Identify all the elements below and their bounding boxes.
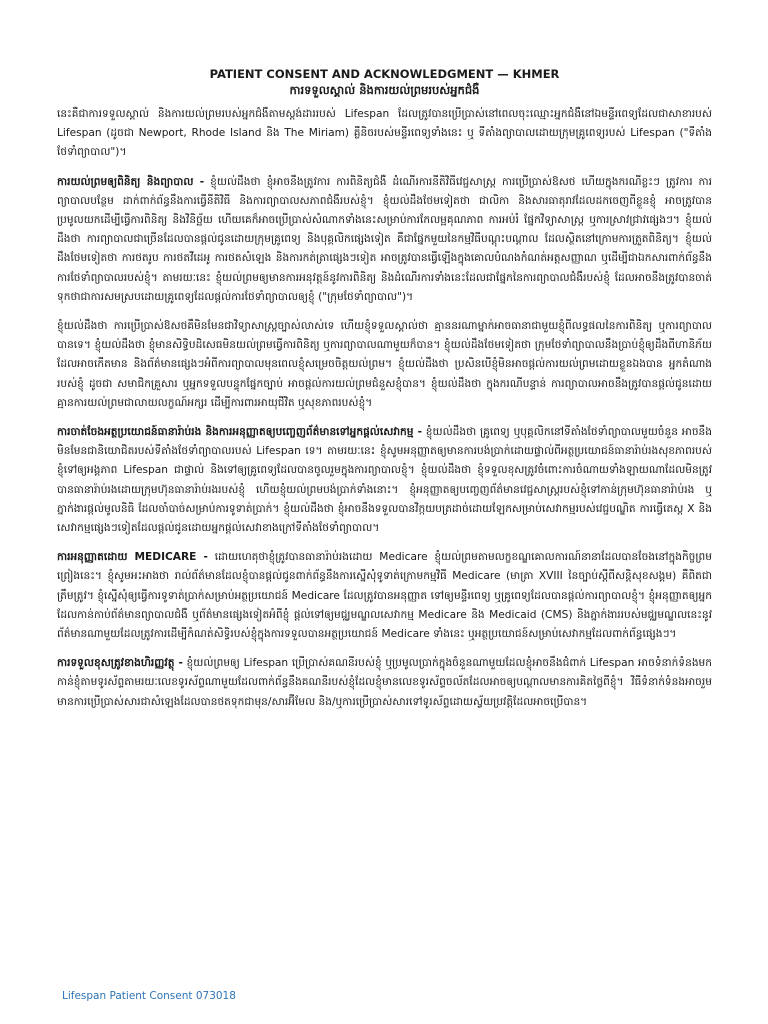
paragraph-text: នេះគឺជាការទទួលស្គាល់ និងការយល់ព្រមរបស់អ្នកជំងឺតាមស្តង់ដាររបស់ Lifespan ដែលត្រូវបានប្រើប្រាស់នៅពេលចុះឈ្មោះអ្នកជំងឺនៅឯមន្ទីរពេទ្យដែលជាសាខារបស់ Lifespan (ដូចជា Newport, Rhode Island និង The Miriam) គ្លីនិចរបស់មន្ទីរពេទ្យទាំងនេះ ឬ ទីតាំងព្យាបាលដោយក្រុមគ្រូពេទ្យរបស់ Lifespan ("ទីតាំងថែទាំព្យាបាល")។ xyxy=(57,108,712,159)
intro-paragraph xyxy=(57,105,712,163)
paragraph-text: ខ្ញុំយល់ដឹងថា គ្រូពេទ្យ ឬបុគ្គលិកនៅទីតាំងថែទាំព្យាបាលមួយចំនួន អាចនឹងមិនមែនជានិយោជិតរបស់ទីតាំងថែទាំព្យាបាលរបស់ Lifespan ទេ។ តាមរយៈនេះ ខ្ញុំសូមអនុញ្ញាតឲ្យមានការបង់ប្រាក់ដោយផ្ទាល់ពីអត្ថប្រយោជន៍ធានារ៉ាប់រងសុខភាពរបស់ខ្ញុំទៅឲ្យអង្គភាព Lifespan ជាផ្ទាល់ និងទៅឲ្យគ្រូពេទ្យដែលបានចូលរួមក្នុងការព្យាបាលខ្ញុំ។ ខ្ញុំយល់ដឹងថា ខ្ញុំទទួលខុសត្រូវចំពោះការចំណាយទាំងឡាយណាដែលមិនត្រូវបានធានារ៉ាប់រងដោយក្រុមហ៊ុនធានារ៉ាប់រងរបស់ខ្ញុំ ហើយខ្ញុំយល់ព្រមបង់ប្រាក់ទាំងនោះ។ ខ្ញុំអនុញ្ញាតឲ្យបញ្ចេញព័ត៌មានវេជ្ជសាស្ត្ររបស់ខ្ញុំទៅកាន់ក្រុមហ៊ុនធានារ៉ាប់រង ឬភ្នាក់ងារផ្ដល់មូលនិធិ ដែលចាំបាច់សម្រាប់ការទូទាត់ប្រាក់។ ខ្ញុំយល់ដឹងថា ខ្ញុំអាចនឹងទទួលបានវិក្កយបត្រដាច់ដោយឡែកសម្រាប់សេវាកម្មរបស់វេជ្ជបណ្ឌិត ការធ្វើតេស្ត X និងសេវាកម្មផ្សេងៗទៀតដែលផ្ដល់ជូនដោយអ្នកផ្ដល់សេវាខាងក្រៅទីតាំងថែទាំព្យាបាល។ xyxy=(57,426,712,535)
medicare-paragraph xyxy=(57,548,712,644)
paragraph-text: ខ្ញុំយល់ដឹងថា ការប្រើប្រាស់ឱសថគឺមិនមែនជាវិទ្យាសាស្ត្រច្បាស់លាស់ទេ ហើយខ្ញុំទទួលស្គាល់ថា គ្មាននរណាម្នាក់អាចធានាជាមួយខ្ញុំពីលទ្ធផលនៃការពិនិត្យ ឬការព្យាបាលបានទេ។ ខ្ញុំយល់ដឹងថា ខ្ញុំមានសិទ្ធិបដិសេធមិនយល់ព្រមធ្វើការពិនិត្យ ឬការព្យាបាលណាមួយក៏បាន។ ខ្ញុំយល់ដឹងថែមទៀតថា ក្រុមថែទាំព្យាបាលនឹងប្រាប់ខ្ញុំឲ្យដឹងពីហានិភ័យដែលអាចកើតមាន និងព័ត៌មានផ្សេងៗអំពីការព្យាបាលមុនពេលខ្ញុំសម្រេចចិត្តយល់ព្រម។ ខ្ញុំយល់ដឹងថា ប្រសិនបើខ្ញុំមិនអាចផ្ដល់ការយល់ព្រមដោយខ្លួនឯងបាន អ្នកតំណាងរបស់ខ្ញុំ ដូចជា សមាជិកគ្រួសារ ឬអ្នកទទួលបន្ទុកផ្នែកច្បាប់ អាចផ្ដល់ការយល់ព្រមជំនួសខ្ញុំបាន។ ខ្ញុំយល់ដឹងថា ក្នុងករណីបន្ទាន់ ការព្យាបាលអាចនឹងត្រូវបានផ្ដល់ជូនដោយគ្មានការយល់ព្រមជាលាយលក្ខណ៍អក្សរ ដើម្បីការពារអាយុជីវិត ឬសុខភាពរបស់ខ្ញុំ។ xyxy=(57,320,712,409)
consent-treatment-paragraph xyxy=(57,173,712,307)
document-footer: Lifespan Patient Consent 073018 xyxy=(62,990,236,1002)
financial-paragraph xyxy=(57,654,712,712)
paragraph-heading: ការទទួលខុសត្រូវខាងហិរញ្ញវត្ថុ - xyxy=(57,657,183,670)
document-title: PATIENT CONSENT AND ACKNOWLEDGMENT — KHMER xyxy=(209,67,560,81)
paragraph-heading: ការអនុញ្ញាតដោយ MEDICARE - xyxy=(57,551,208,564)
paragraph-heading: ការចាត់ចែងអត្ថប្រយោជន៍ធានារ៉ាប់រង និងការអនុញ្ញាតឲ្យបញ្ចេញព័ត៌មានទៅអ្នកផ្ដល់សេវាកម្ម - xyxy=(57,426,422,439)
risks-paragraph xyxy=(57,317,712,413)
insurance-paragraph xyxy=(57,423,712,538)
document-subtitle: ការទទួលស្គាល់ និងការយល់ព្រមរបស់អ្នកជំងឺ xyxy=(289,83,480,97)
paragraph-text: ខ្ញុំយល់ដឹងថា ខ្ញុំអាចនឹងត្រូវការ ការពិនិត្យជំងឺ ដំណើរការនីតិវិធីវេជ្ជសាស្ត្រ ការប្រើប្រាស់ឱសថ ហើយក្នុងករណីខ្លះៗ ត្រូវការ ការព្យាបាលបន្ថែម ដាក់ពាក់ព័ន្ធនឹងការធ្វើនីតិវិធី និងការព្យាបាលសភាពជំងឺរបស់ខ្ញុំ។ ខ្ញុំយល់ដឹងថែមទៀតថា ជាលិកា និងសារធាតុរាវដែលដកចេញពីខ្លួនខ្ញុំ អាចត្រូវបានប្រមូលយកដើម្បីធ្វើការពិនិត្យ និងវិនិច្ឆ័យ ហើយគេក៏អាចប្រើប្រាស់សំណាកទាំងនេះសម្រាប់ការកែលម្អគុណភាព ការអប់រំ ផ្នែកវិទ្យាសាស្ត្រ ឬការស្រាវជ្រាវផ្សេងៗ។ ខ្ញុំយល់ដឹងថា ការព្យាបាលជាច្រើនដែលបានផ្ដល់ជូនដោយក្រុមគ្រូពេទ្យ និងបុគ្គលិកផ្សេងទៀត គឺជាផ្នែកមួយនៃកម្មវិធីបណ្តុះបណ្តាល ដែលស្ថិតនៅក្រោមការត្រួតពិនិត្យ។ ខ្ញុំយល់ដឹងថែមទៀតថា ការថតរូប ការថតវីដេអូ ការថតសំឡេង និងការកត់ត្រាផ្សេងៗទៀត អាចត្រូវបានធ្វើឡើងក្នុងគោលបំណងកំណត់អត្តសញ្ញាណ ឬដើម្បីជាឯកសារពាក់ព័ន្ធនឹងការថែទាំព្យាបាលរបស់ខ្ញុំ។ តាមរយៈនេះ ខ្ញុំយល់ព្រមឲ្យមានការអនុវត្តន៍នូវការពិនិត្យ និងដំណើរការទាំងនេះដែលជាផ្នែកនៃការព្យាបាលជំងឺរបស់ខ្ញុំ ដែលអាចនឹងត្រូវបានចាត់ទុកថាជាការសមស្របដោយគ្រូពេទ្យដែលផ្ដល់ការថែទាំព្យាបាលឲ្យខ្ញុំ ("ក្រុមថែទាំព្យាបាល")។ xyxy=(57,175,712,303)
paragraph-heading: ការយល់ព្រមឲ្យពិនិត្យ និងព្យាបាល - xyxy=(57,175,205,188)
paragraph-text: ខ្ញុំយល់ព្រមឲ្យ Lifespan ប្រើប្រាស់គណនីរបស់ខ្ញុំ ឬប្រមូលប្រាក់ក្នុងចំនួនណាមួយដែលខ្ញុំអាចនឹងជំពាក់ Lifespan អាចទំនាក់ទំនងមកកាន់ខ្ញុំតាមទូរស័ព្ទតាមរយៈលេខទូរស័ព្ទណាមួយដែលពាក់ព័ន្ធនឹងគណនីរបស់ខ្ញុំដែលខ្ញុំមានលេខទូរស័ព្ទចល័តដែលអាចឲ្យបណ្តាលមានការគិតថ្លៃពីខ្ញុំ។ វិធីទំនាក់ទំនងអាចរួមមានការប្រើប្រាស់សារជាសំឡេងដែលបានថតទុកជាមុន/សារអ៊ីមែល និង/ឬការប្រើប្រាស់សារទៅទូរស័ព្ទដោយស្វ័យប្រវត្តិដែលអាចប្រើបាន។ xyxy=(57,657,712,708)
paragraph-text: ដោយហេតុថាខ្ញុំត្រូវបានធានារ៉ាប់រងដោយ Medicare ខ្ញុំយល់ព្រមតាមលក្ខខណ្ឌគោលការណ៍នានាដែលបានចែងនៅក្នុងកិច្ចព្រមព្រៀងនេះ។ ខ្ញុំសូមអះអាងថា រាល់ព័ត៌មានដែលខ្ញុំបានផ្ដល់ជូនពាក់ព័ន្ធនឹងការស្នើសុំទូទាត់ក្រោមកម្មវិធី Medicare (មាត្រា XVIII នៃច្បាប់ស្ដីពីសន្តិសុខសង្គម) គឺពិតជាត្រឹមត្រូវ។ ខ្ញុំស្នើសុំឲ្យធ្វើការទូទាត់ប្រាក់សម្រាប់អត្ថប្រយោជន៍ Medicare ដែលត្រូវបានអនុញ្ញាត ទៅឲ្យមន្ទីរពេទ្យ ឬគ្រូពេទ្យដែលបានផ្ដល់ការព្យាបាលខ្ញុំ។ ខ្ញុំអនុញ្ញាតឲ្យអ្នកដែលកាន់កាប់ព័ត៌មានព្យាបាលជំងឺ ឬព័ត៌មានផ្សេងទៀតអំពីខ្ញុំ ផ្ដល់ទៅឲ្យមជ្ឈមណ្ឌលសេវាកម្ម Medicare និង Medicaid (CMS) និងភ្នាក់ងាររបស់មជ្ឈមណ្ឌលនេះនូវព័ត៌មានណាមួយដែលត្រូវការដើម្បីកំណត់សិទ្ធិរបស់ខ្ញុំក្នុងការទទួលបានអត្ថប្រយោជន៍ Medicare ទាំងនេះ ឬអត្ថប្រយោជន៍សម្រាប់សេវាកម្មដែលពាក់ព័ន្ធផ្សេងៗ។ xyxy=(57,551,712,641)
